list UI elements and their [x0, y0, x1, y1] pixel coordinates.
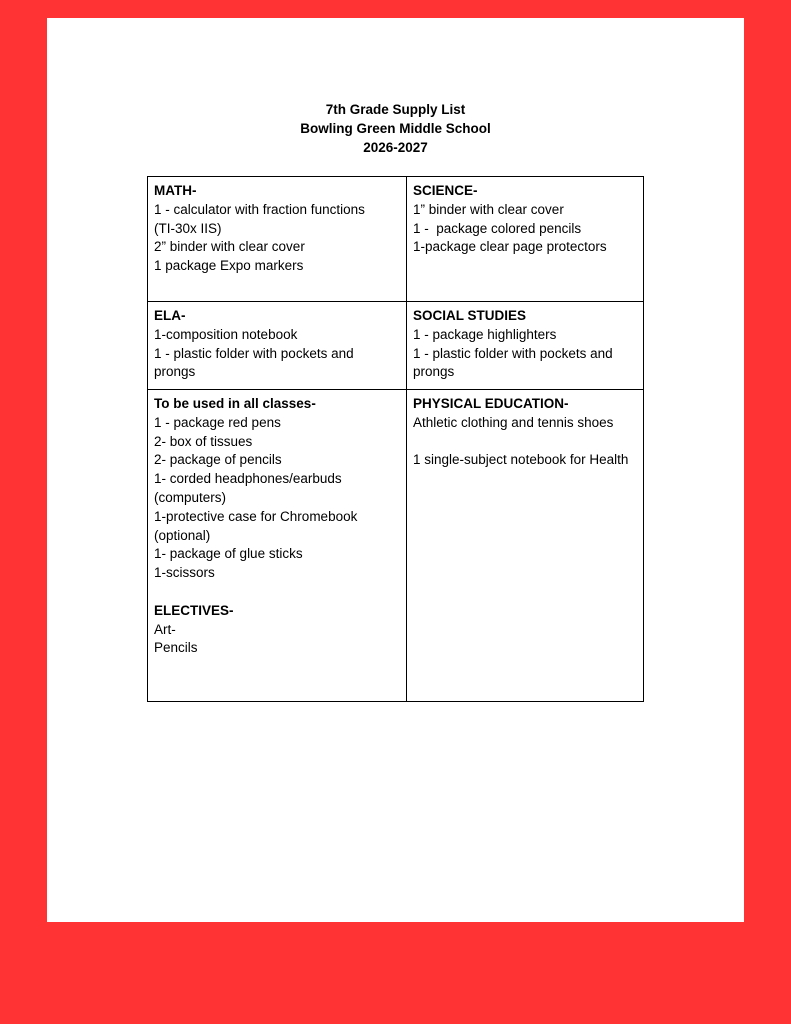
list-item: 2- package of pencils	[154, 452, 282, 468]
physical-education-title: PHYSICAL EDUCATION-	[413, 396, 569, 411]
ela-title: ELA-	[154, 308, 186, 323]
math-title: MATH-	[154, 183, 197, 198]
list-item: 1-protective case for Chromebook	[154, 508, 358, 524]
list-item: 1 - calculator with fraction functions	[154, 201, 365, 217]
list-item: 1- corded headphones/earbuds	[154, 471, 342, 487]
heading-title: 7th Grade Supply List	[325, 102, 466, 117]
list-item: 1-package clear page protectors	[413, 239, 607, 255]
list-item: (computers)	[154, 489, 227, 505]
supply-table	[147, 176, 644, 702]
table-row	[148, 390, 644, 702]
list-item: prongs	[413, 364, 455, 380]
list-item: 1- package of glue sticks	[154, 546, 303, 562]
list-item: 1” binder with clear cover	[413, 201, 564, 217]
all-classes-cell	[148, 390, 407, 702]
list-item: 1 package Expo markers	[154, 258, 304, 274]
list-item: 2” binder with clear cover	[154, 239, 305, 255]
spacer	[413, 433, 637, 452]
list-item: 1 - package highlighters	[413, 326, 557, 342]
health-note: 1 single-subject notebook for Health	[413, 452, 629, 468]
list-item: Pencils	[154, 640, 198, 656]
table-row	[148, 177, 644, 302]
social-studies-title: SOCIAL STUDIES	[413, 308, 527, 323]
list-item: 1-composition notebook	[154, 326, 298, 342]
science-cell	[407, 177, 644, 302]
ela-cell	[148, 302, 407, 390]
list-item: 1 - plastic folder with pockets and	[413, 345, 613, 361]
list-item: 2- box of tissues	[154, 433, 253, 449]
math-cell	[148, 177, 407, 302]
physical-education-cell	[407, 390, 644, 702]
heading-year: 2026-2027	[363, 140, 428, 155]
list-item: Athletic clothing and tennis shoes	[413, 414, 614, 430]
list-item: 1-scissors	[154, 565, 215, 581]
spacer	[154, 583, 400, 602]
list-item: (optional)	[154, 527, 211, 543]
list-item: prongs	[154, 364, 196, 380]
science-title: SCIENCE-	[413, 183, 478, 198]
list-item: 1 - plastic folder with pockets and	[154, 345, 354, 361]
list-item: 1 - package red pens	[154, 414, 281, 430]
list-item: Art-	[154, 621, 176, 637]
heading-school: Bowling Green Middle School	[300, 121, 491, 136]
all-classes-title: To be used in all classes-	[154, 396, 316, 411]
list-item: 1 - package colored pencils	[413, 220, 582, 236]
document-heading	[47, 100, 744, 157]
electives-title: ELECTIVES-	[154, 602, 234, 618]
social-studies-cell	[407, 302, 644, 390]
table-row	[148, 302, 644, 390]
list-item: (TI-30x IIS)	[154, 220, 222, 236]
document-page	[47, 18, 744, 922]
